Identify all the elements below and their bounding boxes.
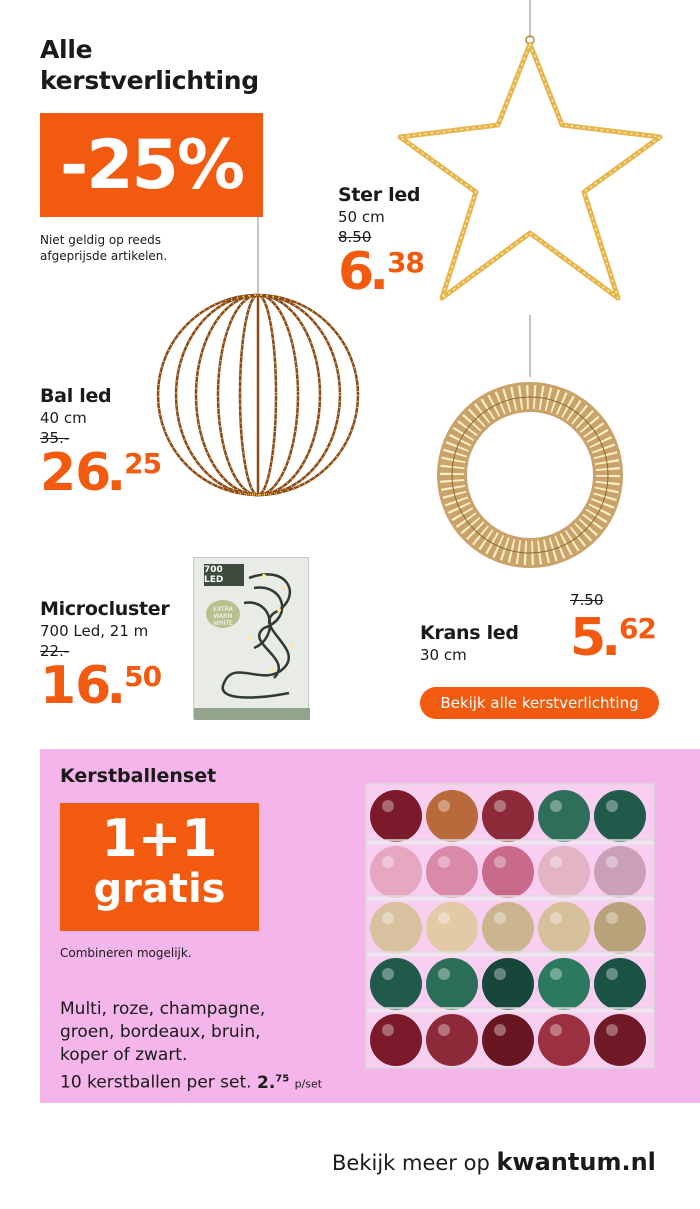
price-cents: 62: [618, 612, 656, 645]
discount-badge: -25%: [40, 113, 263, 217]
ornament-highlight: [382, 912, 394, 924]
microcluster-package-image: [193, 557, 309, 719]
ornament-ball: [482, 902, 534, 954]
ornament-highlight: [494, 800, 506, 812]
price-dot: .: [601, 608, 620, 668]
price-main: 6: [338, 242, 374, 302]
ornament-set-image: [360, 768, 660, 1086]
ornament-highlight: [438, 1024, 450, 1036]
ornament-ball: [370, 958, 422, 1010]
footer-link[interactable]: [332, 1148, 656, 1176]
ornament-highlight: [606, 1024, 618, 1036]
krans-price: [570, 608, 656, 668]
price-main: 26: [40, 443, 111, 503]
ornament-ball: [538, 1014, 590, 1066]
view-all-lighting-button[interactable]: Bekijk alle kerstverlichting: [420, 687, 659, 719]
ornament-highlight: [550, 968, 562, 980]
ornament-ball: [594, 902, 646, 954]
ornament-ball: [482, 958, 534, 1010]
ornament-highlight: [606, 968, 618, 980]
offer-line-2: gratis: [93, 866, 226, 912]
ornament-highlight: [606, 912, 618, 924]
section-title: Kerstballenset: [60, 765, 217, 787]
product-size: 40 cm: [40, 409, 87, 427]
ornament-highlight: [438, 968, 450, 980]
pack-label: 700 LED: [204, 564, 244, 586]
ornament-ball: [482, 790, 534, 842]
product-microcluster: [40, 598, 170, 716]
ornament-highlight: [494, 856, 506, 868]
ornament-ball: [538, 902, 590, 954]
ornament-ball: [426, 790, 478, 842]
price-line: [60, 1067, 322, 1096]
product-name: Krans led: [420, 622, 519, 644]
product-bal: [40, 385, 162, 503]
price-cents: 38: [386, 246, 424, 279]
footer-brand: kwantum.nl: [496, 1148, 656, 1176]
ornament-ball: [538, 958, 590, 1010]
ornament-ball: [482, 846, 534, 898]
price-cents: 25: [124, 447, 162, 480]
ornament-ball: [426, 1014, 478, 1066]
footer-text: Bekijk meer op: [332, 1151, 490, 1175]
set-price-main: 2.: [256, 1072, 276, 1093]
note-line-2: afgeprijsde artikelen.: [40, 249, 168, 263]
title-line-1: Alle: [40, 35, 93, 64]
product-size: 50 cm: [338, 208, 385, 226]
ornament-highlight: [550, 912, 562, 924]
note-line-1: Niet geldig op reeds: [40, 233, 162, 247]
product-name: Ster led: [338, 184, 421, 206]
ornament-ball: [426, 958, 478, 1010]
price-dot: .: [106, 656, 126, 716]
product-name: Bal led: [40, 385, 112, 407]
price-main: 5: [570, 608, 606, 668]
price-dot: .: [369, 242, 388, 302]
ornament-ball: [538, 790, 590, 842]
ornament-highlight: [438, 912, 450, 924]
set-price: [257, 1073, 289, 1093]
product-name: Microcluster: [40, 598, 170, 620]
krans-old-price: 7.50: [570, 591, 604, 609]
combine-note: Combineren mogelijk.: [60, 946, 192, 960]
ornament-highlight: [606, 856, 618, 868]
ornament-highlight: [382, 1024, 394, 1036]
ornament-highlight: [494, 1024, 506, 1036]
ornament-ball: [370, 1014, 422, 1066]
ball-led-image: [150, 215, 365, 500]
ornament-ball: [538, 846, 590, 898]
price-suffix: p/set: [294, 1077, 323, 1091]
pack-sub: EXTRA WARM WHITE: [206, 600, 240, 628]
ornament-ball: [594, 958, 646, 1010]
ornament-ball: [370, 790, 422, 842]
ornament-highlight: [550, 800, 562, 812]
ornament-highlight: [382, 968, 394, 980]
product-size: 700 Led, 21 m: [40, 622, 149, 640]
old-price: 8.50: [338, 228, 372, 246]
ornament-ball: [482, 1014, 534, 1066]
star-led-image: [390, 0, 670, 310]
price-cents: 50: [124, 660, 162, 693]
led-cluster-icon: [194, 558, 310, 720]
ornament-highlight: [382, 800, 394, 812]
product-price: [40, 656, 169, 716]
desc-line-3: koper of zwart.: [60, 1045, 188, 1065]
product-description: [60, 998, 322, 1096]
per-set-text: 10 kerstballen per set.: [60, 1072, 252, 1093]
ornament-ball: [594, 790, 646, 842]
ornament-highlight: [382, 856, 394, 868]
wreath-led-image: [430, 315, 630, 575]
desc-line-2: groen, bordeaux, bruin,: [60, 1022, 261, 1042]
old-price: 22.-: [40, 642, 70, 660]
product-krans: [420, 622, 519, 664]
ornament-ball: [370, 902, 422, 954]
page-title: [40, 34, 259, 96]
price-dot: .: [106, 443, 126, 503]
ornament-highlight: [606, 800, 618, 812]
price-main: 16: [40, 656, 111, 716]
ornament-ball: [426, 902, 478, 954]
offer-badge: [60, 803, 259, 931]
ornament-highlight: [494, 968, 506, 980]
offer-line-1: 1+1: [101, 809, 218, 869]
product-price: [40, 443, 162, 503]
ornament-highlight: [438, 856, 450, 868]
ornament-highlight: [550, 1024, 562, 1036]
set-price-cents: 75: [275, 1073, 290, 1084]
ornament-ball: [594, 846, 646, 898]
ornament-ball: [426, 846, 478, 898]
ornament-ball: [370, 846, 422, 898]
ornament-ball: [594, 1014, 646, 1066]
product-size: 30 cm: [420, 646, 467, 664]
ornament-highlight: [494, 912, 506, 924]
title-line-2: kerstverlichting: [40, 66, 259, 95]
old-price: 35.-: [40, 429, 70, 447]
ornament-highlight: [550, 856, 562, 868]
ornament-highlight: [438, 800, 450, 812]
desc-line-1: Multi, roze, champagne,: [60, 999, 266, 1019]
